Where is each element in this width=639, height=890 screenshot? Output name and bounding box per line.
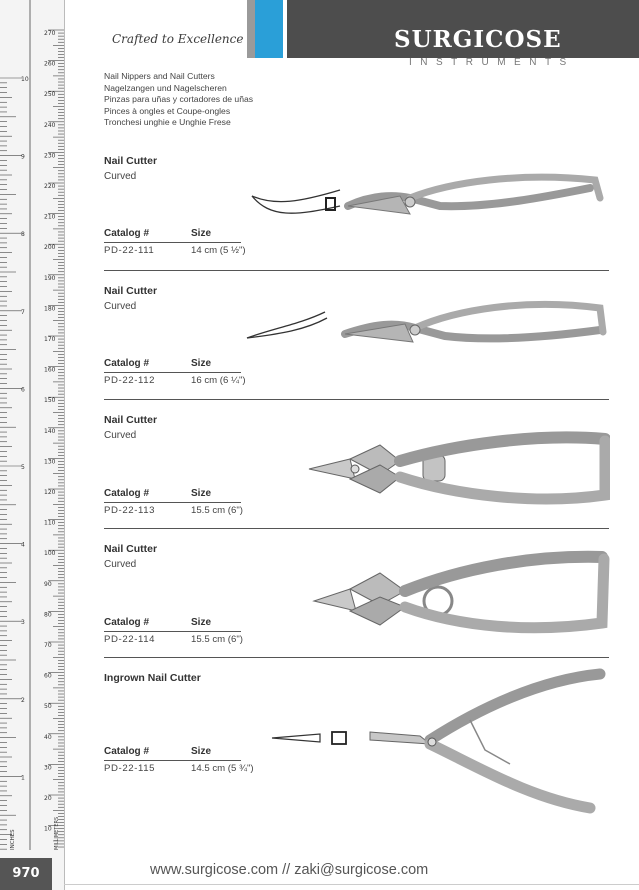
catalog-label: Catalog # bbox=[104, 746, 150, 757]
catalog-underline bbox=[104, 242, 241, 243]
category-title-en: Nail Nippers and Nail Cutters bbox=[104, 71, 215, 81]
product-separator bbox=[104, 657, 609, 658]
tagline: Crafted to Excellence bbox=[112, 32, 244, 46]
size-label: Size bbox=[191, 358, 212, 369]
mm-label: 30 bbox=[44, 764, 52, 772]
millimeters-caption: MILLIMETERS bbox=[54, 816, 60, 850]
mm-label: 250 bbox=[44, 91, 56, 99]
ingrown-nail-cutter-image bbox=[270, 668, 610, 818]
measurement-ruler bbox=[0, 0, 65, 890]
mm-label: 10 bbox=[44, 825, 52, 833]
product-description: Curved bbox=[104, 430, 137, 441]
catalog-label: Catalog # bbox=[104, 617, 150, 628]
product-description: Curved bbox=[104, 301, 137, 312]
mm-label: 110 bbox=[44, 519, 56, 527]
nail-cutter-image bbox=[310, 545, 610, 640]
mm-label: 230 bbox=[44, 152, 56, 160]
product-name: Nail Cutter bbox=[104, 543, 158, 555]
category-title-it: Tronchesi unghie e Unghie Frese bbox=[104, 117, 231, 128]
mm-label: 240 bbox=[44, 121, 56, 129]
size-value: 15.5 cm (6") bbox=[191, 634, 243, 645]
catalog-underline bbox=[104, 502, 241, 503]
mm-label: 20 bbox=[44, 795, 52, 802]
mm-label: 80 bbox=[44, 611, 52, 619]
size-label: Size bbox=[191, 617, 212, 628]
inch-label: 8 bbox=[21, 231, 25, 239]
product-separator bbox=[104, 399, 609, 400]
inch-label: 4 bbox=[21, 541, 25, 549]
page-number: 970 bbox=[0, 858, 52, 890]
inch-label: 10 bbox=[21, 76, 29, 83]
mm-label: 160 bbox=[44, 366, 56, 374]
size-label: Size bbox=[191, 228, 212, 239]
product-description: Curved bbox=[104, 171, 137, 182]
brand-subtitle: INSTRUMENTS bbox=[409, 57, 575, 68]
size-value: 14.5 cm (5 ¾") bbox=[191, 763, 254, 774]
catalog-number: PD-22-114 bbox=[104, 634, 156, 645]
product-name: Nail Cutter bbox=[104, 285, 158, 297]
catalog-underline bbox=[104, 631, 241, 632]
mm-label: 70 bbox=[44, 642, 52, 649]
nail-cutter-image bbox=[245, 290, 610, 370]
mm-label: 200 bbox=[44, 244, 56, 252]
product-name: Nail Cutter bbox=[104, 155, 158, 167]
mm-label: 180 bbox=[44, 305, 56, 313]
mm-label: 60 bbox=[44, 672, 52, 680]
mm-label: 100 bbox=[44, 550, 56, 558]
brand-logo: SURGICOSE bbox=[394, 26, 562, 53]
product-description: Curved bbox=[104, 559, 137, 570]
catalog-underline bbox=[104, 760, 241, 761]
inch-label: 3 bbox=[21, 619, 25, 627]
nail-cutter-image bbox=[250, 168, 610, 238]
catalog-label: Catalog # bbox=[104, 488, 150, 499]
header-blue-stripe bbox=[255, 0, 283, 58]
inches-caption: INCHES bbox=[10, 829, 16, 850]
product-name: Ingrown Nail Cutter bbox=[104, 672, 201, 684]
catalog-underline bbox=[104, 372, 241, 373]
category-title-es: Pinzas para uñas y cortadores de uñas bbox=[104, 94, 254, 105]
mm-label: 40 bbox=[44, 733, 52, 741]
inch-label: 9 bbox=[21, 153, 25, 161]
ruler-scale bbox=[0, 0, 64, 890]
inch-label: 7 bbox=[21, 308, 25, 316]
mm-label: 90 bbox=[44, 580, 52, 588]
mm-label: 220 bbox=[44, 183, 56, 190]
catalog-number: PD-22-112 bbox=[104, 375, 156, 386]
mm-label: 150 bbox=[44, 397, 56, 405]
page-header bbox=[64, 0, 639, 68]
size-value: 14 cm (5 ½") bbox=[191, 245, 246, 256]
size-value: 15.5 cm (6") bbox=[191, 505, 243, 516]
catalog-label: Catalog # bbox=[104, 228, 150, 239]
inch-label: 2 bbox=[21, 696, 25, 704]
product-separator bbox=[104, 528, 609, 529]
catalog-number: PD-22-111 bbox=[104, 245, 155, 256]
category-title-de: Nagelzangen und Nagelscheren bbox=[104, 82, 227, 93]
mm-label: 260 bbox=[44, 60, 56, 68]
mm-label: 170 bbox=[44, 336, 56, 343]
inch-label: 5 bbox=[21, 464, 25, 471]
category-title-list bbox=[104, 71, 253, 129]
mm-label: 50 bbox=[44, 703, 52, 711]
inch-label: 6 bbox=[21, 386, 25, 394]
catalog-label: Catalog # bbox=[104, 358, 150, 369]
footer-divider bbox=[64, 884, 639, 885]
header-grey-stripe bbox=[247, 0, 255, 58]
mm-label: 140 bbox=[44, 427, 56, 435]
product-name: Nail Cutter bbox=[104, 414, 158, 426]
footer-contact[interactable]: www.surgicose.com // zaki@surgicose.com bbox=[150, 862, 429, 878]
mm-label: 130 bbox=[44, 458, 56, 466]
nail-cutter-image bbox=[305, 425, 610, 515]
mm-label: 120 bbox=[44, 489, 56, 496]
mm-label: 190 bbox=[44, 274, 56, 282]
mm-label: 210 bbox=[44, 213, 56, 221]
catalog-number: PD-22-115 bbox=[104, 763, 156, 774]
size-value: 16 cm (6 ¼") bbox=[191, 375, 246, 386]
inch-label: 1 bbox=[21, 774, 25, 782]
catalog-number: PD-22-113 bbox=[104, 505, 156, 516]
category-title-fr: Pinces à ongles et Coupe-ongles bbox=[104, 105, 231, 116]
size-label: Size bbox=[191, 488, 212, 499]
product-separator bbox=[104, 270, 609, 271]
mm-label: 270 bbox=[44, 30, 56, 37]
size-label: Size bbox=[191, 746, 212, 757]
